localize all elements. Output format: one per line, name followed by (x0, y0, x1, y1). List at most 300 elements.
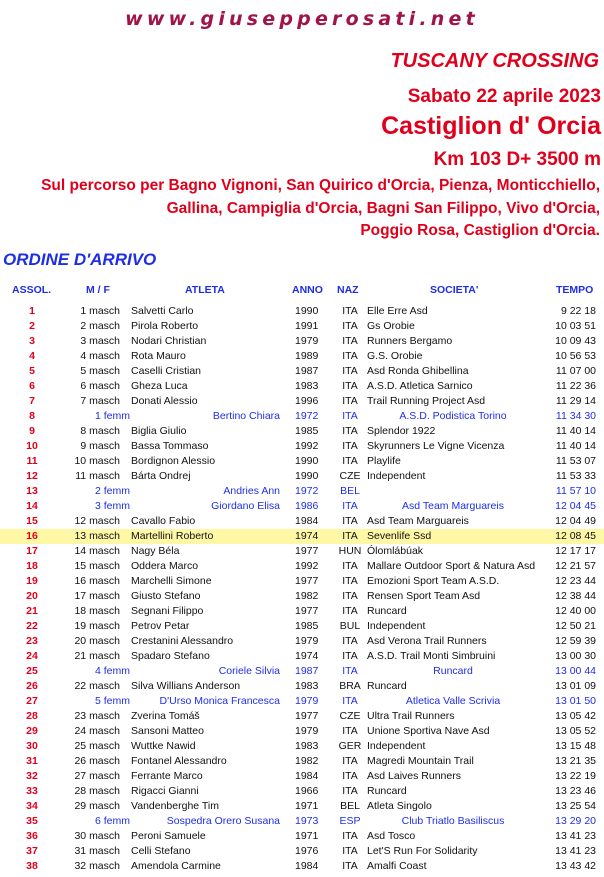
club-cell: Rensen Sport Team Asd (367, 590, 481, 602)
year-cell: 1987 (295, 365, 319, 377)
table-row (0, 619, 604, 634)
nation-cell: ITA (342, 530, 358, 542)
year-cell: 1971 (295, 830, 319, 842)
year-cell: 1992 (295, 560, 319, 572)
nation-cell: ITA (342, 380, 358, 392)
athlete-cell: Bassa Tommaso (131, 440, 209, 452)
gender-rank-cell: 7 masch (80, 395, 120, 407)
table-row (0, 799, 604, 814)
gender-rank-cell: 6 masch (80, 380, 120, 392)
nation-cell: ITA (342, 635, 358, 647)
table-row (0, 379, 604, 394)
club-cell: Runcard (433, 665, 473, 677)
athlete-cell: Bárta Ondrej (131, 470, 191, 482)
time-cell: 10 56 53 (555, 350, 596, 362)
club-cell: Atleta Singolo (367, 800, 432, 812)
athlete-cell: Nagy Béla (131, 545, 180, 557)
position-cell: 19 (26, 575, 38, 587)
event-title: TUSCANY CROSSING (390, 50, 599, 72)
gender-rank-cell: 27 masch (74, 770, 120, 782)
athlete-cell: Silva Willians Anderson (131, 680, 241, 692)
table-row (0, 424, 604, 439)
club-cell: Sevenlife Ssd (367, 530, 432, 542)
table-row (0, 544, 604, 559)
table-row (0, 844, 604, 859)
position-cell: 1 (29, 305, 35, 317)
nation-cell: ITA (342, 455, 358, 467)
nation-cell: ITA (342, 440, 358, 452)
table-row (0, 604, 604, 619)
year-cell: 1971 (295, 800, 319, 812)
position-cell: 23 (26, 635, 38, 647)
year-cell: 1976 (295, 845, 319, 857)
position-cell: 37 (26, 845, 38, 857)
gender-rank-cell: 4 masch (80, 350, 120, 362)
club-cell: Ultra Trail Runners (367, 710, 455, 722)
results-table (0, 304, 604, 874)
year-cell: 1982 (295, 590, 319, 602)
route-description (2, 175, 600, 243)
time-cell: 13 25 54 (555, 800, 596, 812)
time-cell: 11 29 14 (555, 395, 596, 407)
gender-rank-cell: 5 masch (80, 365, 120, 377)
col-naz: NAZ (337, 284, 359, 296)
route-line: Sul percorso per Bagno Vignoni, San Quirico d'Orcia, Pienza, Monticchiello, (41, 177, 600, 194)
nation-cell: GER (338, 740, 362, 752)
table-row (0, 739, 604, 754)
year-cell: 1984 (295, 770, 319, 782)
time-cell: 13 41 23 (555, 845, 596, 857)
athlete-cell: Biglia Giulio (131, 425, 187, 437)
position-cell: 24 (26, 650, 38, 662)
club-cell: Gs Orobie (367, 320, 415, 332)
club-cell: Splendor 1922 (367, 425, 436, 437)
table-row (0, 349, 604, 364)
club-cell: Asd Laives Runners (367, 770, 461, 782)
time-cell: 13 29 20 (555, 815, 596, 827)
club-cell: Unione Sportiva Nave Asd (367, 725, 490, 737)
gender-rank-cell: 4 femm (94, 665, 130, 677)
year-cell: 1992 (295, 440, 319, 452)
time-cell: 11 07 00 (555, 365, 596, 377)
table-row (0, 454, 604, 469)
club-cell: Independent (367, 740, 426, 752)
club-cell: Asd Verona Trail Runners (367, 635, 487, 647)
time-cell: 13 00 44 (555, 665, 596, 677)
gender-rank-cell: 26 masch (74, 755, 120, 767)
col-anno: ANNO (292, 284, 323, 296)
year-cell: 1979 (295, 725, 319, 737)
table-row (0, 664, 604, 679)
table-row (0, 859, 604, 874)
position-cell: 14 (26, 500, 38, 512)
order-title: ORDINE D'ARRIVO (3, 250, 157, 269)
nation-cell: ITA (342, 500, 358, 512)
nation-cell: ITA (342, 515, 358, 527)
gender-rank-cell: 2 femm (94, 485, 130, 497)
time-cell: 12 40 00 (555, 605, 596, 617)
gender-rank-cell: 6 femm (94, 815, 130, 827)
nation-cell: ITA (342, 395, 358, 407)
year-cell: 1987 (295, 665, 319, 677)
col-assol: ASSOL. (12, 284, 52, 296)
position-cell: 30 (26, 740, 38, 752)
gender-rank-cell: 31 masch (74, 845, 120, 857)
athlete-cell: Celli Stefano (131, 845, 191, 857)
year-cell: 1974 (295, 530, 319, 542)
gender-rank-cell: 11 masch (75, 470, 120, 482)
gender-rank-cell: 18 masch (74, 605, 120, 617)
athlete-cell: Fontanel Alessandro (131, 755, 227, 767)
position-cell: 31 (26, 755, 38, 767)
table-row (0, 364, 604, 379)
nation-cell: ITA (342, 410, 358, 422)
club-cell: Asd Tosco (367, 830, 416, 842)
club-cell: A.S.D. Atletica Sarnico (367, 380, 473, 392)
year-cell: 1974 (295, 650, 319, 662)
year-cell: 1996 (295, 395, 319, 407)
athlete-cell: Cavallo Fabio (131, 515, 196, 527)
time-cell: 12 59 39 (555, 635, 596, 647)
year-cell: 1990 (295, 305, 319, 317)
time-cell: 10 09 43 (555, 335, 596, 347)
year-cell: 1985 (295, 620, 319, 632)
table-row (0, 754, 604, 769)
table-row (0, 484, 604, 499)
col-atleta: ATLETA (185, 284, 225, 296)
gender-rank-cell: 13 masch (74, 530, 120, 542)
nation-cell: ITA (342, 560, 358, 572)
position-cell: 34 (26, 800, 38, 812)
gender-rank-cell: 10 masch (74, 455, 120, 467)
club-cell: Club Triatlo Basiliscus (401, 815, 505, 827)
table-row (0, 559, 604, 574)
table-row (0, 319, 604, 334)
position-cell: 32 (26, 770, 38, 782)
athlete-cell: Sospedra Orero Susana (166, 815, 280, 827)
athlete-cell: Petrov Petar (131, 620, 190, 632)
table-row (0, 679, 604, 694)
nation-cell: ITA (342, 665, 358, 677)
club-cell: Trail Running Project Asd (367, 395, 486, 407)
year-cell: 1983 (295, 380, 319, 392)
athlete-cell: Martellini Roberto (131, 530, 214, 542)
year-cell: 1990 (295, 455, 319, 467)
year-cell: 1977 (295, 710, 319, 722)
position-cell: 26 (26, 680, 38, 692)
nation-cell: BRA (339, 680, 361, 692)
year-cell: 1973 (295, 815, 319, 827)
athlete-cell: Giusto Stefano (131, 590, 201, 602)
club-cell: Amalfi Coast (367, 860, 427, 872)
club-cell: A.S.D. Podistica Torino (399, 410, 507, 422)
position-cell: 25 (26, 665, 38, 677)
nation-cell: BUL (339, 620, 361, 632)
position-cell: 4 (29, 350, 35, 362)
gender-rank-cell: 24 masch (74, 725, 120, 737)
time-cell: 9 22 18 (560, 305, 596, 317)
athlete-cell: Coriele Silvia (218, 665, 280, 677)
time-cell: 13 05 42 (555, 710, 596, 722)
gender-rank-cell: 12 masch (74, 515, 120, 527)
time-cell: 13 21 35 (555, 755, 596, 767)
athlete-cell: Zverina Tomáš (131, 710, 200, 722)
club-cell: Asd Team Marguareis (367, 515, 469, 527)
nation-cell: CZE (339, 710, 361, 722)
position-cell: 6 (29, 380, 35, 392)
table-row (0, 499, 604, 514)
year-cell: 1986 (295, 500, 319, 512)
club-cell: G.S. Orobie (367, 350, 423, 362)
table-row (0, 304, 604, 319)
position-cell: 5 (29, 365, 35, 377)
nation-cell: BEL (340, 485, 360, 497)
position-cell: 16 (26, 530, 38, 542)
year-cell: 1972 (295, 485, 319, 497)
nation-cell: ITA (342, 785, 358, 797)
club-cell: Runcard (367, 605, 407, 617)
year-cell: 1977 (295, 605, 319, 617)
position-cell: 10 (26, 440, 38, 452)
gender-rank-cell: 29 masch (74, 800, 120, 812)
athlete-cell: Vandenberghe Tim (131, 800, 219, 812)
athlete-cell: Giordano Elisa (211, 500, 280, 512)
year-cell: 1991 (295, 320, 319, 332)
athlete-cell: Crestanini Alessandro (131, 635, 234, 647)
club-cell: Runcard (367, 785, 407, 797)
year-cell: 1990 (295, 470, 319, 482)
table-row (0, 724, 604, 739)
table-row (0, 529, 604, 544)
time-cell: 10 03 51 (555, 320, 596, 332)
athlete-cell: Ferrante Marco (131, 770, 203, 782)
position-cell: 38 (26, 860, 38, 872)
year-cell: 1979 (295, 335, 319, 347)
time-cell: 13 43 42 (555, 860, 596, 872)
club-cell: Independent (367, 620, 426, 632)
year-cell: 1983 (295, 740, 319, 752)
position-cell: 11 (26, 455, 38, 467)
time-cell: 13 22 19 (555, 770, 596, 782)
club-cell: A.S.D. Trail Monti Simbruini (367, 650, 496, 662)
time-cell: 12 08 45 (555, 530, 596, 542)
nation-cell: ITA (342, 860, 358, 872)
club-cell: Skyrunners Le Vigne Vicenza (367, 440, 505, 452)
position-cell: 22 (26, 620, 38, 632)
time-cell: 13 15 48 (555, 740, 596, 752)
nation-cell: HUN (338, 545, 362, 557)
athlete-cell: Bertino Chiara (212, 410, 280, 422)
nation-cell: ITA (342, 605, 358, 617)
gender-rank-cell: 28 masch (74, 785, 120, 797)
gender-rank-cell: 1 masch (80, 305, 120, 317)
athlete-cell: Segnani Filippo (131, 605, 204, 617)
time-cell: 11 57 10 (555, 485, 596, 497)
nation-cell: ITA (342, 830, 358, 842)
nation-cell: ITA (342, 335, 358, 347)
nation-cell: ITA (342, 650, 358, 662)
club-cell: Ólomlábúak (367, 545, 424, 557)
nation-cell: CZE (339, 470, 361, 482)
club-cell: Atletica Valle Scrivia (405, 695, 501, 707)
time-cell: 13 23 46 (555, 785, 596, 797)
athlete-cell: Spadaro Stefano (131, 650, 210, 662)
table-row (0, 814, 604, 829)
gender-rank-cell: 5 femm (94, 695, 130, 707)
position-cell: 2 (29, 320, 35, 332)
event-place: Castiglion d' Orcia (381, 112, 601, 140)
club-cell: Independent (367, 470, 426, 482)
year-cell: 1979 (295, 635, 319, 647)
table-row (0, 649, 604, 664)
table-row (0, 829, 604, 844)
position-cell: 33 (26, 785, 38, 797)
athlete-cell: Donati Alessio (131, 395, 198, 407)
nation-cell: ESP (339, 815, 361, 827)
time-cell: 12 23 44 (555, 575, 596, 587)
table-row (0, 634, 604, 649)
position-cell: 17 (26, 545, 38, 557)
table-row (0, 469, 604, 484)
year-cell: 1982 (295, 755, 319, 767)
gender-rank-cell: 23 masch (74, 710, 120, 722)
athlete-cell: Wuttke Nawid (131, 740, 196, 752)
athlete-cell: Nodari Christian (131, 335, 207, 347)
nation-cell: ITA (342, 350, 358, 362)
gender-rank-cell: 22 masch (74, 680, 120, 692)
year-cell: 1985 (295, 425, 319, 437)
time-cell: 13 01 09 (555, 680, 596, 692)
position-cell: 20 (26, 590, 38, 602)
nation-cell: ITA (342, 305, 358, 317)
time-cell: 11 53 33 (555, 470, 596, 482)
position-cell: 3 (29, 335, 35, 347)
athlete-cell: Gheza Luca (131, 380, 188, 392)
time-cell: 13 41 23 (555, 830, 596, 842)
site-url[interactable]: www.giusepperosati.net (125, 8, 479, 30)
athlete-cell: Rigacci Gianni (131, 785, 199, 797)
gender-rank-cell: 1 femm (94, 410, 130, 422)
club-cell: Magredi Mountain Trail (367, 755, 474, 767)
gender-rank-cell: 15 masch (74, 560, 120, 572)
club-cell: Emozioni Sport Team A.S.D. (367, 575, 500, 587)
event-distance: Km 103 D+ 3500 m (433, 149, 601, 170)
position-cell: 12 (26, 470, 38, 482)
nation-cell: ITA (342, 590, 358, 602)
nation-cell: ITA (342, 845, 358, 857)
nation-cell: ITA (342, 575, 358, 587)
gender-rank-cell: 25 masch (74, 740, 120, 752)
table-row (0, 394, 604, 409)
table-row (0, 589, 604, 604)
position-cell: 18 (26, 560, 38, 572)
gender-rank-cell: 32 masch (74, 860, 120, 872)
table-row (0, 709, 604, 724)
athlete-cell: Peroni Samuele (131, 830, 206, 842)
club-cell: Asd Ronda Ghibellina (367, 365, 469, 377)
club-cell: Mallare Outdoor Sport & Natura Asd (367, 560, 536, 572)
athlete-cell: Sansoni Matteo (131, 725, 204, 737)
nation-cell: ITA (342, 755, 358, 767)
gender-rank-cell: 20 masch (74, 635, 120, 647)
nation-cell: ITA (342, 365, 358, 377)
athlete-cell: Andries Ann (223, 485, 280, 497)
table-row (0, 784, 604, 799)
time-cell: 12 04 49 (555, 515, 596, 527)
table-row (0, 514, 604, 529)
gender-rank-cell: 30 masch (74, 830, 120, 842)
athlete-cell: Salvetti Carlo (131, 305, 194, 317)
table-row (0, 574, 604, 589)
athlete-cell: Oddera Marco (131, 560, 199, 572)
position-cell: 27 (26, 695, 38, 707)
time-cell: 13 00 30 (555, 650, 596, 662)
nation-cell: ITA (342, 770, 358, 782)
nation-cell: ITA (342, 320, 358, 332)
position-cell: 15 (26, 515, 38, 527)
position-cell: 7 (29, 395, 35, 407)
gender-rank-cell: 3 masch (80, 335, 120, 347)
position-cell: 9 (29, 425, 35, 437)
col-tempo: TEMPO (556, 284, 594, 296)
col-mf: M / F (86, 284, 110, 296)
gender-rank-cell: 19 masch (74, 620, 120, 632)
gender-rank-cell: 3 femm (94, 500, 130, 512)
club-cell: Let'S Run For Solidarity (367, 845, 478, 857)
year-cell: 1977 (295, 575, 319, 587)
table-header (0, 284, 604, 298)
position-cell: 13 (26, 485, 38, 497)
col-societa: SOCIETA' (430, 284, 479, 296)
position-cell: 8 (29, 410, 35, 422)
route-line: Gallina, Campiglia d'Orcia, Bagni San Filippo, Vivo d'Orcia, (166, 199, 600, 217)
time-cell: 11 40 14 (555, 425, 596, 437)
time-cell: 11 40 14 (555, 440, 596, 452)
athlete-cell: Amendola Carmine (131, 860, 221, 872)
athlete-cell: D'Urso Monica Francesca (159, 695, 280, 707)
position-cell: 21 (26, 605, 38, 617)
position-cell: 28 (26, 710, 38, 722)
gender-rank-cell: 21 masch (74, 650, 120, 662)
year-cell: 1983 (295, 680, 319, 692)
table-row (0, 769, 604, 784)
time-cell: 12 04 45 (555, 500, 596, 512)
year-cell: 1979 (295, 695, 319, 707)
time-cell: 13 01 50 (555, 695, 596, 707)
time-cell: 12 21 57 (555, 560, 596, 572)
gender-rank-cell: 9 masch (80, 440, 120, 452)
time-cell: 13 05 52 (555, 725, 596, 737)
nation-cell: BEL (340, 800, 360, 812)
year-cell: 1984 (295, 860, 319, 872)
route-line: Poggio Rosa, Castiglion d'Orcia. (360, 222, 600, 239)
club-cell: Runcard (367, 680, 407, 692)
table-row (0, 439, 604, 454)
gender-rank-cell: 14 masch (74, 545, 120, 557)
athlete-cell: Marchelli Simone (131, 575, 212, 587)
gender-rank-cell: 2 masch (80, 320, 120, 332)
table-row (0, 409, 604, 424)
year-cell: 1984 (295, 515, 319, 527)
time-cell: 11 53 07 (555, 455, 596, 467)
time-cell: 12 38 44 (555, 590, 596, 602)
year-cell: 1966 (295, 785, 319, 797)
event-date: Sabato 22 aprile 2023 (407, 86, 601, 107)
nation-cell: ITA (342, 425, 358, 437)
table-row (0, 694, 604, 709)
club-cell: Runners Bergamo (367, 335, 453, 347)
nation-cell: ITA (342, 725, 358, 737)
